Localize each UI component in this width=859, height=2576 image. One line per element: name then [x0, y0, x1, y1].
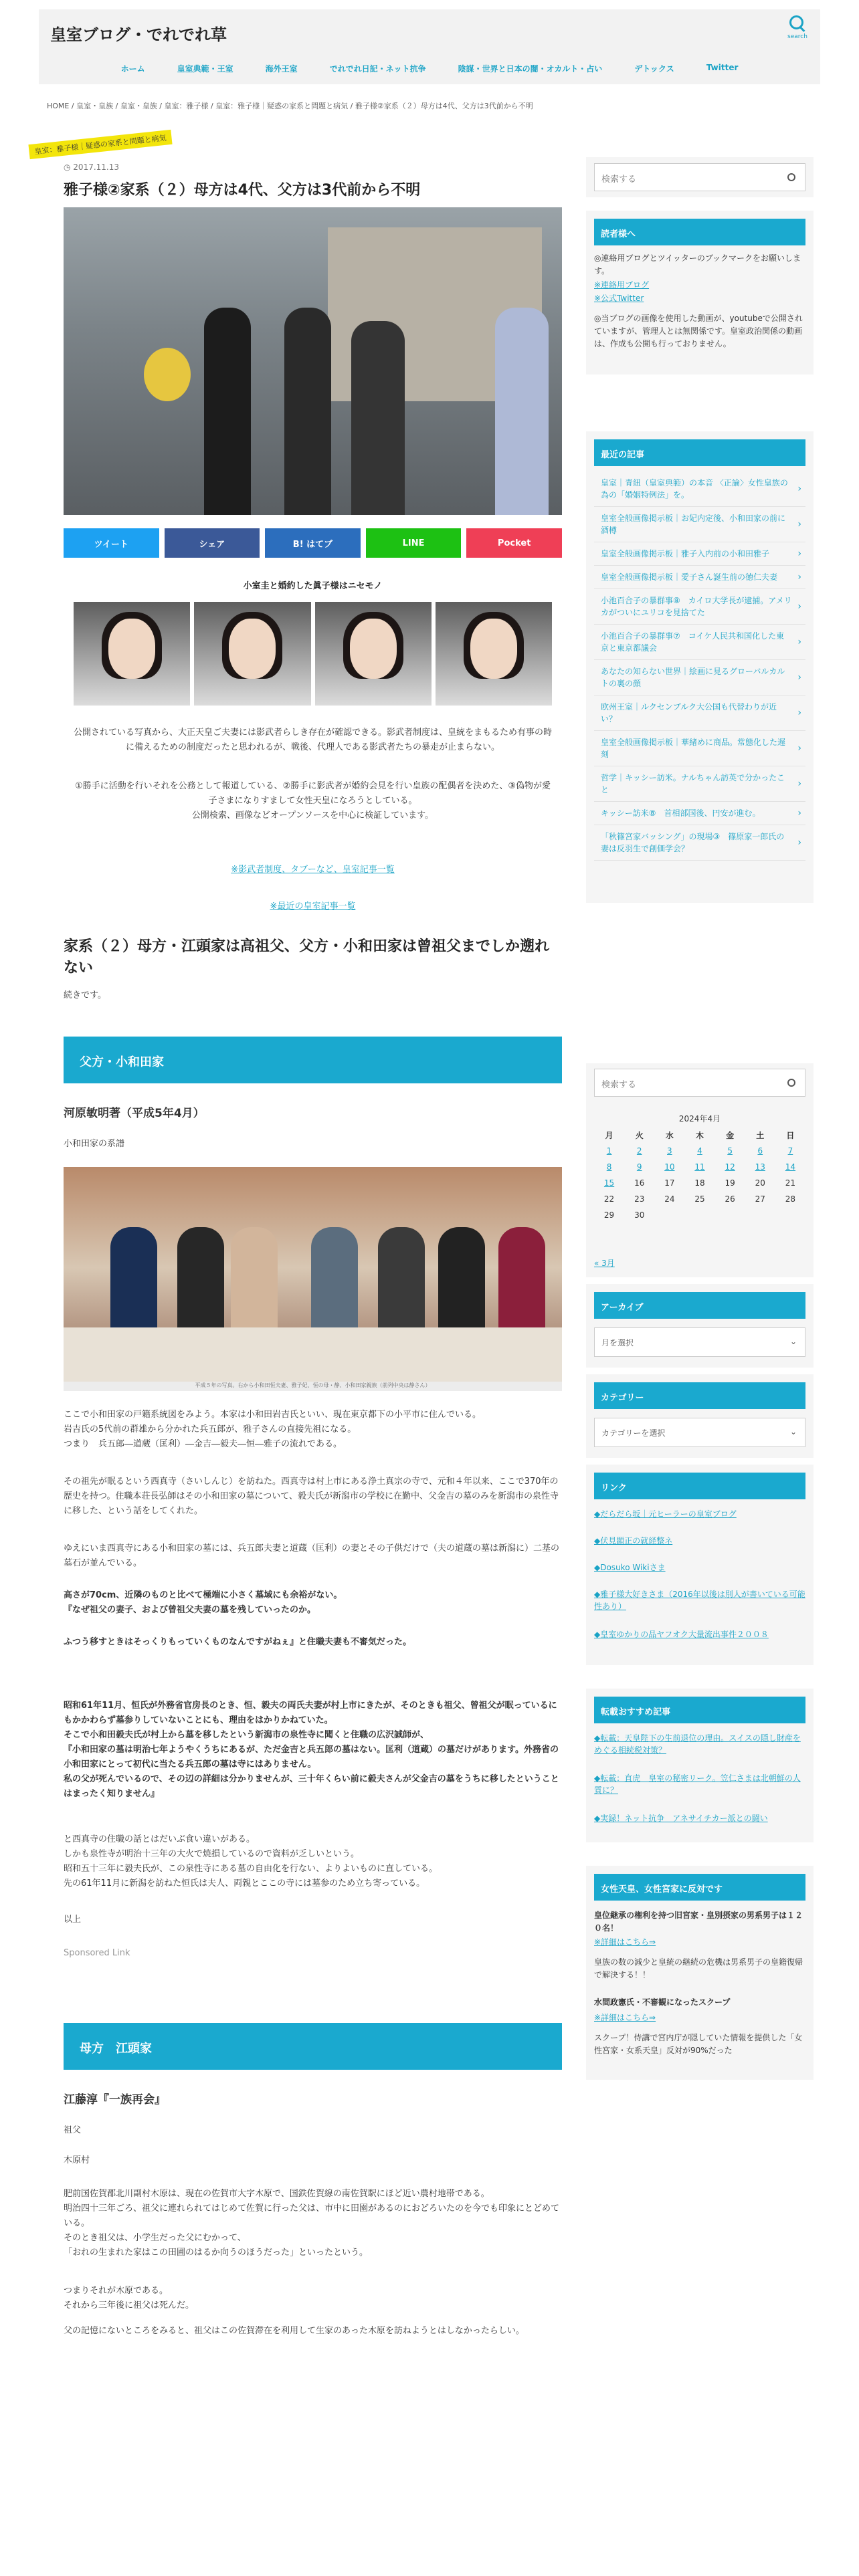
women-detail-link[interactable]: ※詳細はこちら⇒	[594, 1937, 656, 1947]
face-photo	[436, 602, 552, 706]
faces-comparison-image	[74, 602, 552, 706]
cal-day-header: 月	[605, 1130, 613, 1140]
chevron-right-icon: ›	[797, 484, 801, 494]
facebook-share-button[interactable]: シェア	[165, 528, 260, 558]
intro-paragraph: 公開されている写真から、大正天皇ご夫妻には影武者らしき存在が確認できる。影武者制度は、皇統をまもるため有事の時に備えるための制度だったと思われるが、戦後、代理人である影武者たちの暴走が止まらない。	[74, 728, 553, 752]
recent-item[interactable]: 皇室全般画像掲示板｜愛子さん誕生前の徳仁夫妻 ›	[594, 566, 805, 589]
body-paragraph: その祖先が眠るという西真寺（さいしんじ）を訪ねた。西真寺は村上市にある浄土真宗の寺で、元和４年以来、ここで370年の歴史を持つ。住職本荘長弘師はその小和田家の墓について、毅夫氏が新潟市の学校に在勤中、父金吉の墓のみを新潟市の泉性寺に移した、という話をしてくれた。	[64, 1477, 559, 1516]
chevron-right-icon: ›	[797, 837, 801, 848]
search-placeholder: 検索する	[601, 175, 637, 185]
site-header	[39, 9, 820, 84]
hero-flowers	[144, 348, 191, 401]
nav-item-detox[interactable]: デトックス	[634, 64, 674, 74]
body-paragraph: 昭和61年11月、恒氏が外務省官房長のとき、恒、毅夫の両氏夫妻が村上市にきたが、そのときも祖父、曾祖父が眠っているにもかかわらず墓参りしていないことにも、理由をはかりかねていた。 そこで小和田毅夫氏が村上から墓を移したという新潟市の泉性寺に聞くと住職の広沢誠師が、 『小和田家の墓は明治七年ようやくうちにあるが、ただ金吉と兵五郎の墓はない。匡利（道蔵）の墓だけがあります。外務省の小和田家にとって初代に当たる兵五郎の墓は寺にはありません。 私の父が死んでいるので、その辺の詳細は分かりませんが、三十年くらい前に毅夫さんが父金吉の墓をうちに移したということはまったく知りません』	[64, 1701, 559, 1799]
archive-heading: アーカイブ	[594, 1292, 805, 1319]
recent-item[interactable]: キッシー訪米⑧ 首相部国後、円安が進む。 ›	[594, 802, 805, 825]
section-band-maternal: 母方 江頭家	[64, 2023, 562, 2070]
face-photo	[74, 602, 190, 706]
cal-day-header: 日	[786, 1130, 795, 1140]
women-text: 皇位継承の権利を持つ旧宮家・皇別摂家の男系男子は１２０名！	[594, 1911, 803, 1933]
calendar-prev-link[interactable]: « 3月	[594, 1259, 615, 1268]
links-heading: リンク	[594, 1473, 805, 1499]
post-title: 雅子様②家系（２）母方は4代、父方は3代前から不明	[64, 182, 421, 199]
chevron-right-icon: ›	[797, 743, 801, 754]
sidebar-links-box	[586, 1465, 814, 1665]
continued-text: 続きです。	[64, 990, 106, 1000]
breadcrumb[interactable]: HOME / 皇室・皇族 / 皇室・皇族 / 皇室：雅子様 / 皇室：雅子様｜疑惑の家系と問題と病気 / 雅子様②家系（２）母方は4代、父方は3代前から不明	[47, 102, 533, 110]
photo-person	[378, 1227, 425, 1341]
recent-heading: 最近の記事	[594, 439, 805, 466]
nav-item-conspiracy[interactable]: 陰謀・世界と日本の闇・オカルト・占い	[458, 64, 603, 74]
search-icon	[789, 15, 806, 32]
readers-heading: 読者様へ	[594, 219, 805, 245]
hero-person	[495, 308, 549, 515]
recent-item[interactable]: 小池百合子の暴群事⑧ カイロ大学長が逮捕。アメリカがついにユリコを見捨てた ›	[594, 589, 805, 625]
post-date-text: 2017.11.13	[73, 163, 120, 172]
source-subtitle: 小和田家の系譜	[64, 1139, 125, 1149]
recommend-link[interactable]: ◆実録！ネット抗争 アネサイチカー派との闘い	[594, 1814, 768, 1823]
global-nav	[39, 63, 820, 74]
calendar-body: 1 2 3 4 5 6 7 8 9 10 11 12 13 14 15 16 17 18 19 20 21 22 23 24 25 26 27 28 29 30	[603, 1146, 796, 1220]
external-link[interactable]: ◆伏見顕正の就経整ネ	[594, 1536, 673, 1545]
category-heading: カテゴリー	[594, 1382, 805, 1409]
recent-list	[594, 471, 805, 861]
external-link[interactable]: ◆皇室ゆかりの品ヤフオク大量流出事件２００８	[594, 1630, 769, 1639]
chevron-right-icon: ›	[797, 519, 801, 530]
nav-item-imperial-law[interactable]: 皇室典範・王室	[177, 64, 233, 74]
nav-item-overseas-royals[interactable]: 海外王室	[265, 64, 298, 74]
section-band-paternal: 父方・小和田家	[64, 1037, 562, 1083]
recent-item[interactable]: 皇室全般画像掲示板｜華緒めに商品。常態化した遅刻 ›	[594, 731, 805, 766]
nav-item-home[interactable]: ホーム	[120, 64, 145, 74]
hero-person	[351, 321, 405, 515]
pocket-button[interactable]: Pocket	[466, 528, 562, 558]
photo-person	[498, 1227, 545, 1341]
chevron-down-icon: ⌄	[789, 1337, 797, 1346]
sidebar-calendar-box	[586, 1063, 814, 1277]
face-photo	[315, 602, 432, 706]
section-heading: 家系（２）母方・江頭家は高祖父、父方・小和田家は曾祖父までしか遡れない	[64, 938, 550, 976]
recent-item[interactable]: 哲学｜キッシー訪米。ナルちゃん訪英で分かったこと ›	[594, 766, 805, 802]
source-heading: 江藤淳『一族再会』	[64, 2093, 166, 2107]
link-articles	[64, 863, 562, 877]
chevron-right-icon: ›	[797, 778, 801, 789]
line-button[interactable]: LINE	[366, 528, 462, 558]
body-paragraph: 父の記憶にないところをみると、祖父はこの佐賀滞在を利用して生家のあった木原を訪ねようとはしなかったらしい。	[64, 2326, 524, 2336]
readers-text: ◎連絡用ブログとツイッターのブックマークをお願いします。	[594, 253, 801, 276]
external-link[interactable]: ◆Dosuko Wikiさま	[594, 1563, 666, 1572]
archive-select-value: 月を選択	[601, 1338, 634, 1348]
chevron-right-icon: ›	[797, 548, 801, 559]
search-placeholder: 検索する	[601, 1080, 637, 1090]
sidebar-archive-box	[586, 1284, 814, 1368]
sponsored-label: Sponsored Link	[64, 1948, 130, 1958]
recent-item[interactable]: あなたの知らない世界｜絵画に見るグローバルカルトの裏の顔 ›	[594, 660, 805, 695]
external-link[interactable]: ◆だらだら坂｜元ヒーラーの皇室ブログ	[594, 1509, 737, 1519]
recommend-link[interactable]: ◆転載：天皇陛下の生前退位の理由。スイスの隠し財産をめぐる相続税対策？	[594, 1733, 801, 1755]
family-photo	[64, 1167, 562, 1391]
body-paragraph: つまりそれが木原である。 それから三年後に祖父は死んだ。	[64, 2286, 195, 2311]
recent-item[interactable]: 皇室｜青紐（皇室典範）の本音 〈正論〉女性皇族の為の「婚姻特例法」を。 ›	[594, 471, 805, 507]
category-badge[interactable]: 皇室：雅子様｜疑惑の家系と問題と病気	[28, 130, 172, 159]
body-paragraph: 肥前国佐賀郡北川副村木原は、現在の佐賀市大字木原で、国鉄佐賀線の南佐賀駅にほど近い農村地帯である。 明治四十三年ごろ、祖父に連れられてはじめて佐賀に行った父は、市中に田園があるのにおどろいたのを今でも印象にとどめている。 そのとき祖父は、小学生だった父にむかって、 「おれの生まれた家はこの田圃のはるか向うのほうだった」といったという。	[64, 2189, 560, 2258]
photo-person	[438, 1227, 485, 1341]
search-icon	[787, 173, 795, 181]
photo-person	[311, 1227, 358, 1341]
chevron-right-icon: ›	[797, 572, 801, 582]
readers-notice: ◎当ブログの画像を使用した動画が、youtubeで公開されていますが、管理人とは無関係です。皇室政治関係の動画は、作成も公開も行っておりません。	[594, 314, 803, 348]
recent-item[interactable]: 皇室全般画像掲示板｜雅子入内前の小和田雅子 ›	[594, 542, 805, 566]
women-text: 皇族の数の減少と皇統の継続の危機は男系男子の皇籍復帰で解決する！！	[594, 1957, 803, 1979]
hero-person	[284, 308, 331, 515]
archive-select[interactable]	[594, 1327, 805, 1357]
intro-paragraph: ①勝手に活動を行いそれを公務として報道している、②勝手に影武者が婚約会見を行い皇族の配偶者を決めた、③偽物が愛子さまになりすまして女性天皇になろうとしている。 公開検索、画像などオープンソースを中心に検証しています。	[75, 781, 551, 821]
chevron-right-icon: ›	[797, 672, 801, 683]
header-search-button[interactable]	[784, 11, 811, 48]
body-paragraph: ここで小和田家の戸籍系統図をみよう。本家は小和田岩吉氏といい、現在東京都下の小平市に住んでいる。 岩吉氏の5代前の群雄から分かれた兵五郎が、雅子さんの直接先祖になる。 つまり 兵五郎―道蔵（匡利）―金吉―毅夫―恒―雅子の流れである。	[64, 1410, 482, 1449]
photo-person	[231, 1227, 278, 1341]
recent-item[interactable]: 皇室全般画像掲示板｜お妃内定後、小和田家の前に酒樽 ›	[594, 507, 805, 542]
calendar	[594, 1110, 805, 1223]
hero-person	[204, 308, 251, 515]
photo-person	[177, 1227, 224, 1341]
recommend-link[interactable]: ◆転載：直虎 皇室の秘密リーク。笠仁さまは北朝鮮の人質に？	[594, 1774, 801, 1795]
source-heading: 河原敏明著（平成5年4月）	[64, 1107, 205, 1120]
body-paragraph: ゆえにいま西真寺にある小和田家の墓には、兵五郎夫妻と道蔵（匡利）の妻とその子供だけで（夫の道蔵の墓は新潟に）二基の墓石が並んでいる。	[64, 1543, 560, 1568]
sub-label: 祖父	[64, 2125, 82, 2135]
cal-day-header: 金	[726, 1130, 735, 1140]
body-paragraph: と西真寺の住職の話とはだいぶ食い違いがある。 しかも泉性寺が明治十三年の大火で焼損しているので資料が乏しいという。 昭和五十三年に毅夫氏が、この泉性寺にある墓の自由化を行ない、よりよいものに直している。 先の61年11月に新潟を訪ねた恒氏は夫人、両親とここの寺には墓参のため立ち寄っている。	[64, 1834, 438, 1889]
face-photo	[194, 602, 310, 706]
cal-day-header: 水	[665, 1130, 674, 1140]
sidebar-category-box	[586, 1374, 814, 1458]
body-paragraph: ふつう移すときはそっくりもっていくものなんですがねぇ』と住職夫妻も不審気だった。	[64, 1637, 412, 1647]
search-label: search	[787, 33, 807, 40]
cal-day-header: 火	[635, 1130, 644, 1140]
photo-person	[110, 1227, 157, 1341]
recommend-heading: 転載おすすめ記事	[594, 1697, 805, 1723]
chevron-right-icon: ›	[797, 808, 801, 819]
women-heading: 女性天皇、女性宮家に反対です	[594, 1874, 805, 1901]
sidebar-search-input[interactable]	[594, 163, 805, 191]
hatebu-button[interactable]: B! はてブ	[265, 528, 361, 558]
share-buttons	[64, 528, 562, 558]
sub-label: 木原村	[64, 2155, 90, 2165]
photo-caption: 平成５年の写真。右から小和田恒夫妻、雅子妃、恒の母・静、小和田家親族（前列中央は静さん）	[64, 1382, 562, 1391]
nav-item-diary[interactable]: でれでれ日記・ネット抗争	[329, 64, 426, 74]
tweet-button[interactable]: ツイート	[64, 528, 159, 558]
calendar-caption: 2024年4月	[678, 1114, 721, 1123]
twitter-link[interactable]: ※公式Twitter	[594, 294, 644, 303]
sidebar-recommend-box	[586, 1689, 814, 1842]
ijou-text: 以上	[64, 1915, 82, 1925]
sidebar-search-input-2[interactable]	[594, 1069, 805, 1097]
chevron-right-icon: ›	[797, 637, 801, 647]
sidebar-search-box	[586, 157, 814, 197]
recent-item[interactable]: 欧州王室｜ルクセンブルク大公国も代替わりが近い？ ›	[594, 695, 805, 731]
faces-caption: 小室圭と婚約した眞子様はニセモノ	[243, 581, 383, 591]
recent-articles-link[interactable]: ※最近の皇室記事一覧	[270, 901, 356, 911]
women-text: スクープ！侍講で宮内庁が隠していた情報を提供した「女性宮家・女系天皇」反対が90%だった	[594, 2033, 803, 2055]
external-link[interactable]: ◆雅子様大好きさま（2016年以後は別人が書いている可能性あり）	[594, 1590, 805, 1611]
contact-blog-link[interactable]: ※連絡用ブログ	[594, 280, 650, 290]
site-title[interactable]: 皇室ブログ・でれでれ草	[50, 25, 227, 44]
search-icon	[787, 1079, 795, 1087]
sidebar-readers-box	[586, 211, 814, 374]
recent-item[interactable]: 小池百合子の暴群事⑦ コイケ人民共和国化した東京と東京都議会 ›	[594, 625, 805, 660]
link-recent	[64, 899, 562, 914]
category-select-value: カテゴリーを選択	[601, 1428, 666, 1438]
article-list-link[interactable]: ※影武者制度、タブーなど、皇室記事一覧	[231, 865, 395, 875]
category-select[interactable]	[594, 1418, 805, 1447]
sidebar-women-emperor-box	[586, 1866, 814, 2080]
cal-day-header: 木	[695, 1130, 704, 1140]
nav-item-twitter[interactable]: Twitter	[706, 63, 739, 72]
body-paragraph: 高さが70cm、近隣のものと比べて極端に小さく墓域にも余裕がない。 『なぜ祖父の妻子、および曾祖父夫妻の墓を残していったのか。	[64, 1590, 343, 1615]
women-text: 水間政憲氏・不審観になったスクープ	[594, 1998, 731, 2007]
post-date: ◷ 2017.11.13	[64, 163, 120, 172]
chevron-right-icon: ›	[797, 708, 801, 718]
chevron-down-icon: ⌄	[789, 1427, 797, 1436]
chevron-right-icon: ›	[797, 601, 801, 612]
women-detail-link[interactable]: ※詳細はこちら⇒	[594, 2013, 656, 2022]
sidebar-recent-box	[586, 431, 814, 903]
recent-item[interactable]: 「秋篠宮家バッシング」の現場③ 篠原家一郎氏の妻は反羽生で創価学会？ ›	[594, 825, 805, 861]
hero-image	[64, 207, 562, 515]
cal-day-header: 土	[756, 1130, 765, 1140]
